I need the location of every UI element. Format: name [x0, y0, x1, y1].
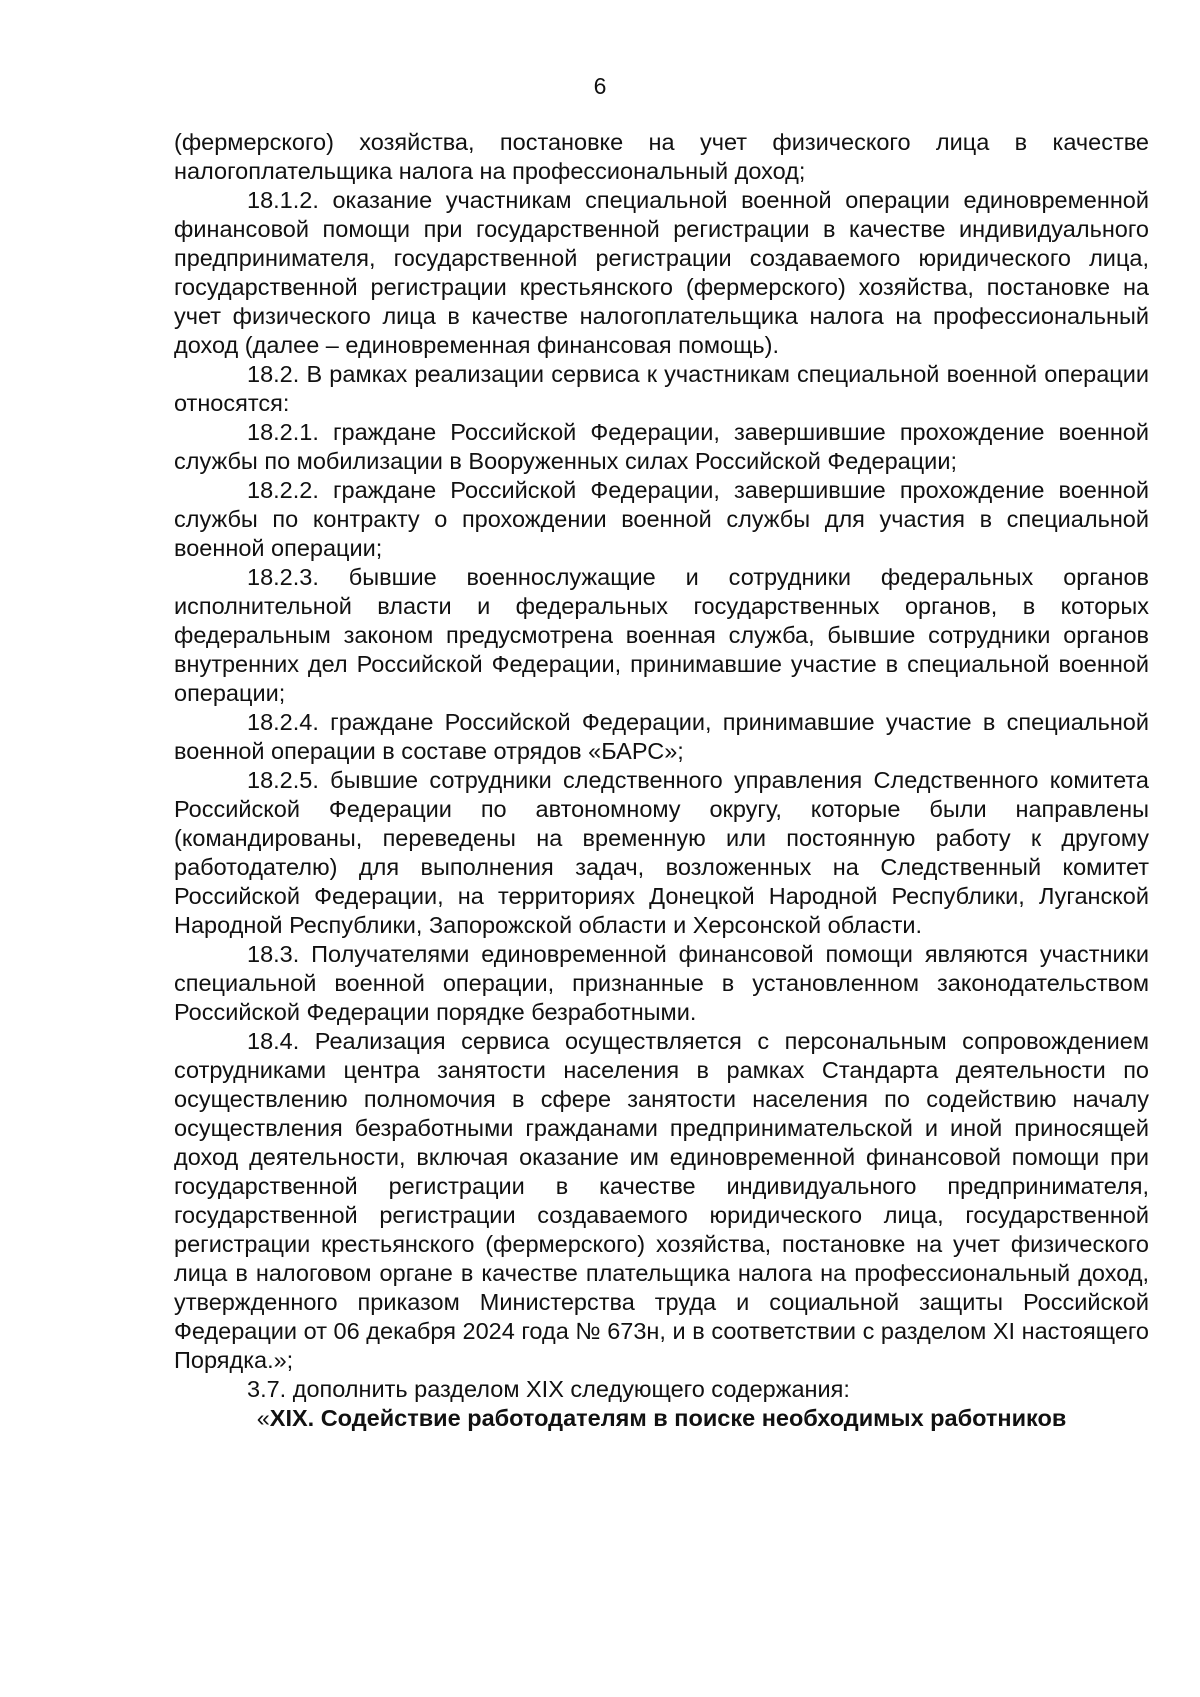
paragraph-3-7: 3.7. дополнить разделом XIX следующего содержания: [247, 1376, 850, 1402]
document-body [174, 128, 1149, 1433]
paragraph-18-1-2: 18.1.2. оказание участникам специальной военной операции единовременной финансовой помощи при государственной регистрации в качестве индивидуального предпринимателя, государственной регистрации создаваемого юридического лица, государственной регистрации крестьянского (фермерского) хозяйства, постановке на учет физического лица в качестве налогоплательщика налога на профессиональный доход (далее – единовременная финансовая помощь). [174, 187, 1149, 358]
paragraph-18-4: 18.4. Реализация сервиса осуществляется с персональным сопровождением сотрудниками центра занятости населения в рамках Стандарта деятельности по осуществлению полномочия в сфере занятости населения по содействию началу осуществления безработными гражданами предпринимательской и иной приносящей доход деятельности, включая оказание им единовременной финансовой помощи при государственной регистрации в качестве индивидуального предпринимателя, государственной регистрации создаваемого юридического лица, государственной регистрации крестьянского (фермерского) хозяйства, постановке на учет физического лица в налоговом органе в качестве плательщика налога на профессиональный доход, утвержденного приказом Министерства труда и социальной защиты Российской Федерации от 06 декабря 2024 года № 673н, и в соответствии с разделом XI настоящего Порядка.»; [174, 1028, 1149, 1373]
paragraph-18-2-3: 18.2.3. бывшие военнослужащие и сотрудники федеральных органов исполнительной власти и федеральных государственных органов, в которых федеральным законом предусмотрена военная служба, бывшие сотрудники органов внутренних дел Российской Федерации, принимавшие участие в специальной военной операции; [174, 564, 1149, 706]
paragraph-18-3: 18.3. Получателями единовременной финансовой помощи являются участники специальной военной операции, признанные в установленном законодательством Российской Федерации порядке безработными. [174, 941, 1149, 1025]
section-heading-xix [174, 1404, 1149, 1433]
paragraph-18-2-1: 18.2.1. граждане Российской Федерации, завершившие прохождение военной службы по мобилизации в Вооруженных силах Российской Федерации; [174, 419, 1149, 474]
paragraph-continuation: (фермерского) хозяйства, постановке на учет физического лица в качестве налогоплательщика налога на профессиональный доход; [174, 129, 1149, 184]
heading-quote-mark: « [256, 1405, 270, 1431]
paragraph-18-2: 18.2. В рамках реализации сервиса к участникам специальной военной операции относятся: [174, 361, 1149, 416]
paragraph-18-2-5: 18.2.5. бывшие сотрудники следственного управления Следственного комитета Российской Федерации по автономному округу, которые были направлены (командированы, переведены на временную или постоянную работу к другому работодателю) для выполнения задач, возложенных на Следственный комитет Российской Федерации, на территориях Донецкой Народной Республики, Луганской Народной Республики, Запорожской области и Херсонской области. [174, 767, 1149, 938]
paragraph-18-2-2: 18.2.2. граждане Российской Федерации, завершившие прохождение военной службы по контракту о прохождении военной службы для участия в специальной военной операции; [174, 477, 1149, 561]
heading-text: XIX. Содействие работодателям в поиске необходимых работников [269, 1405, 1067, 1431]
paragraph-18-2-4: 18.2.4. граждане Российской Федерации, принимавшие участие в специальной военной операции в составе отрядов «БАРС»; [174, 709, 1149, 764]
page-number: 6 [593, 73, 607, 99]
